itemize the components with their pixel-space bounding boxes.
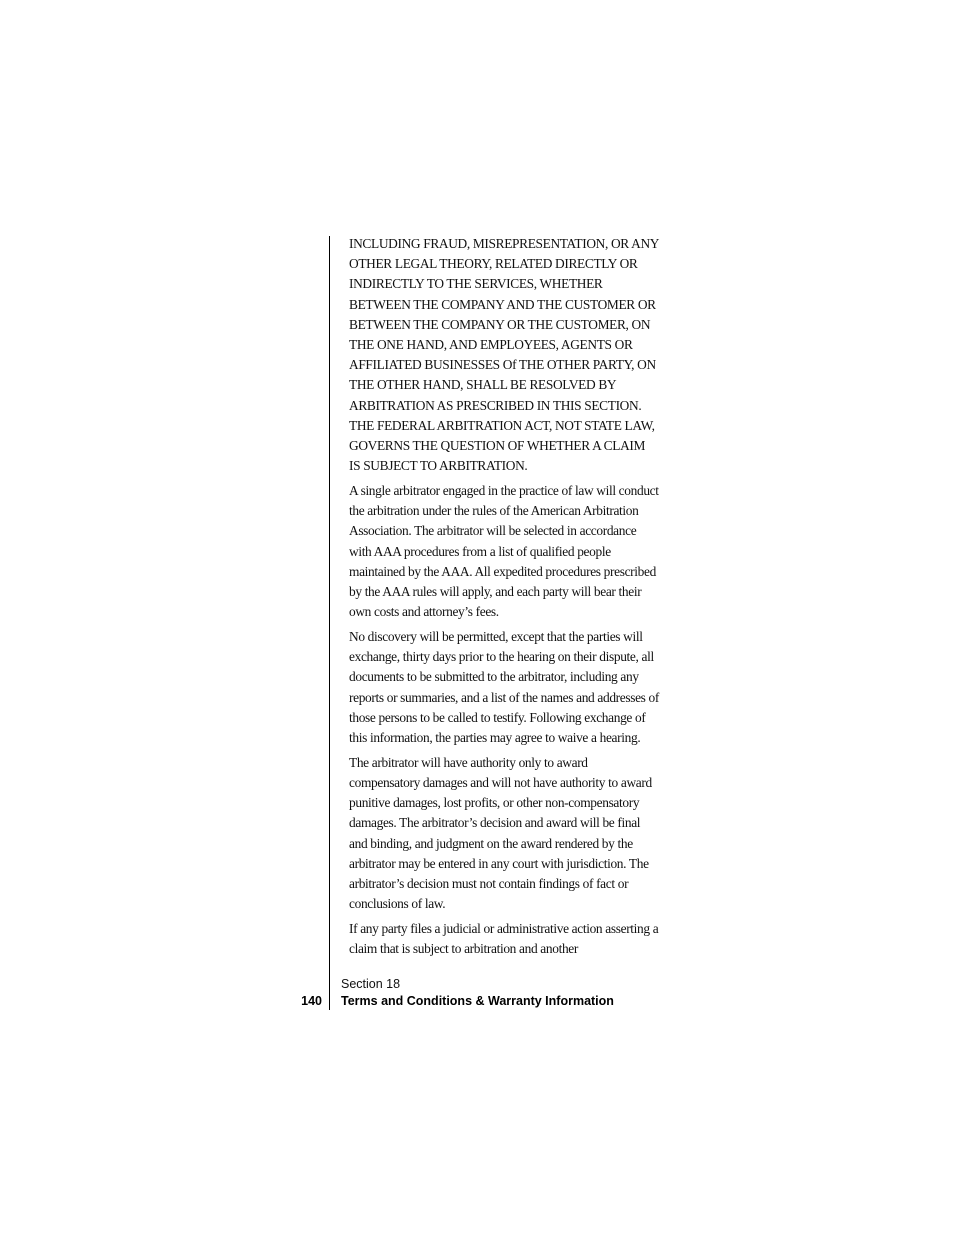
paragraph-arbitration-scope: INCLUDING FRAUD, MISREPRESENTATION, OR ANY OTHER LEGAL THEORY, RELATED DIRECTLY OR INDIRECTLY TO THE SERVICES, WHETHER BETWEEN THE COMPANY AND THE CUSTOMER OR BETWEEN THE COMPANY OR THE CUSTOMER, ON THE ONE HAND, AND EMPLOYEES, AGENTS OR AFFILIATED BUSINESSES Of THE OTHER PARTY, ON THE OTHER HAND, SHALL BE RESOLVED BY ARBITRATION AS PRESCRIBED IN THIS SECTION. THE FEDERAL ARBITRATION ACT, NOT STATE LAW, GOVERNS THE QUESTION OF WHETHER A CLAIM IS SUBJECT TO ARBITRATION. (349, 236, 659, 474)
paragraph-judicial-action: If any party files a judicial or administrative action asserting a claim that is subject to arbitration and another (349, 921, 659, 957)
page-number: 140 (301, 994, 322, 1008)
footer-section-title: Terms and Conditions & Warranty Information (341, 994, 614, 1008)
margin-rule (329, 236, 330, 1010)
paragraph-discovery: No discovery will be permitted, except that the parties will exchange, thirty days prior to the hearing on their dispute, all documents to be submitted to the arbitrator, including any reports or summaries, and a list of the names and addresses of those persons to be called to testify. Following exchange of this information, the parties may agree to waive a hearing. (349, 629, 659, 746)
paragraph-arbitrator-authority: The arbitrator will have authority only to award compensatory damages and will not have authority to award punitive damages, lost profits, or other non-compensatory damages. The arbitrator’s decision and award will be final and binding, and judgment on the award rendered by the arbitrator may be entered in any court with jurisdiction. The arbitrator’s decision must not contain findings of fact or conclusions of law. (349, 754, 652, 912)
paragraph-single-arbitrator: A single arbitrator engaged in the practice of law will conduct the arbitration under the rules of the American Arbitration Association. The arbitrator will be selected in accordance with AAA procedures from a list of qualified people maintained by the AAA. All expedited procedures prescribed by the AAA rules will apply, and each party will bear their own costs and attorney’s fees. (349, 483, 659, 620)
footer-section-label: Section 18 (341, 977, 401, 991)
body-text (349, 234, 659, 964)
